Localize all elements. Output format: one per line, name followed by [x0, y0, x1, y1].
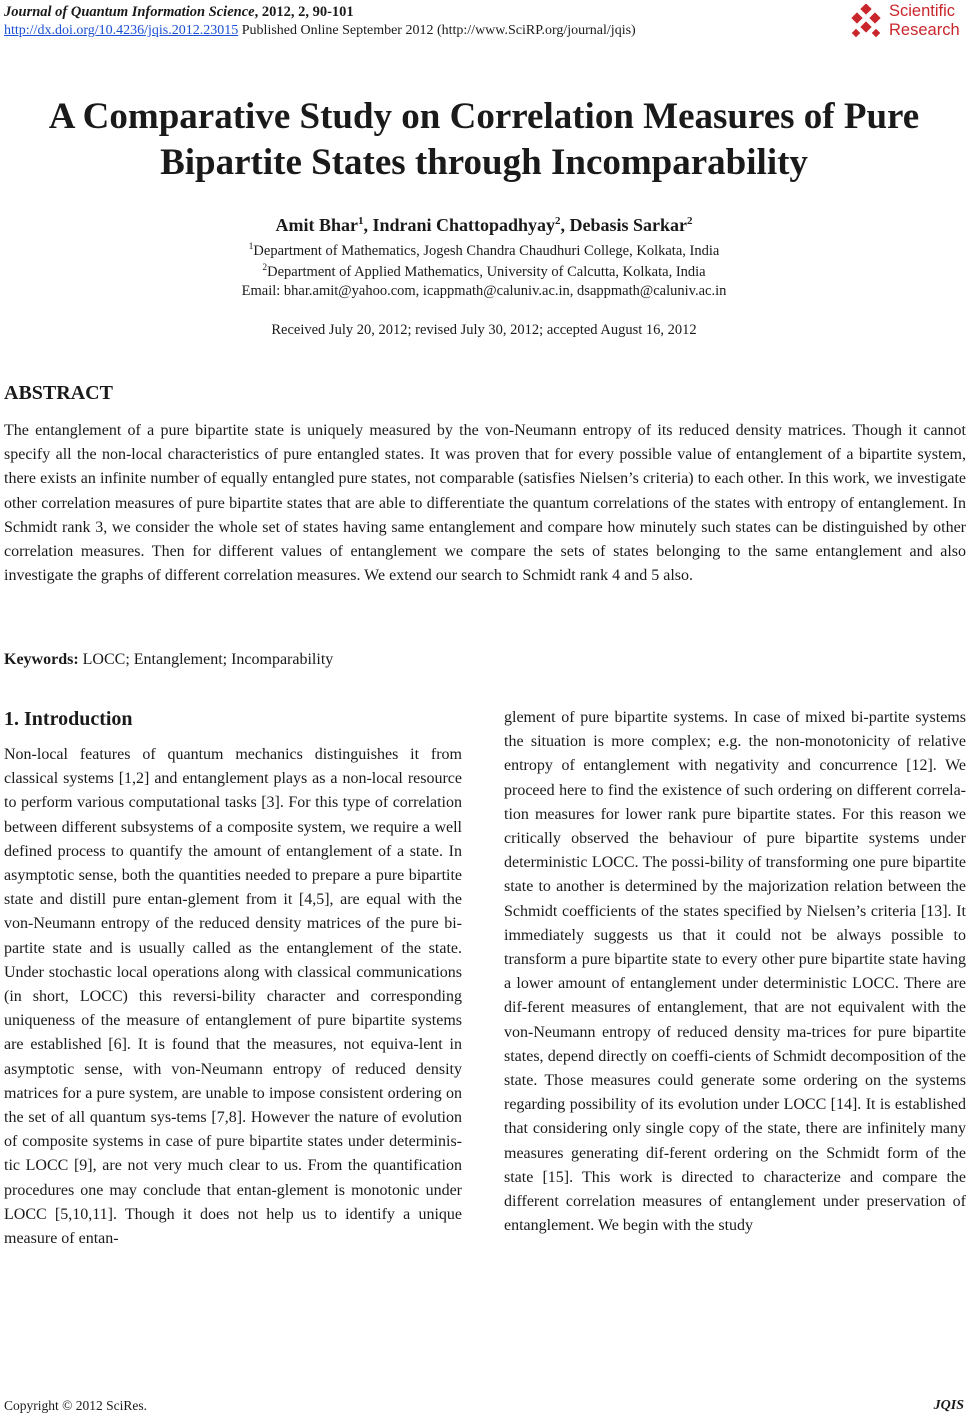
affiliation [0, 258, 968, 282]
doi-link[interactable]: http://dx.doi.org/10.4236/jqis.2012.23015 [4, 23, 239, 38]
abstract-text: The entanglement of a pure bipartite state is uniquely measured by the von-Neumann entropy of its reduced density matrices. Though it cannot specify all the non-local characteristics of pure entangled states. It was proven that for every possible value of entanglement of a bipartite system, there exists an infinite number of equally entangled pure states, not comparable (satisfies Nielsen’s criteria) to each other. In this work, we investigate other correlation measures of pure bipartite states that are able to differentiate the quantum correlations of the states with entropy of entanglement. In Schmidt rank 3, we consider the whole set of states having same entanglement and compare how minutely such states can be distinguished by other correlation measures. Then for different values of entanglement we compare the sets of states belonging to the same entanglement and also investigate the graphs of different correlation measures. We extend our search to Schmidt rank 4 and 5 also. [4, 422, 966, 585]
journal-name: Journal of Quantum Information Science [4, 4, 255, 20]
author-list [0, 209, 968, 237]
affiliation-mark: 2 [262, 263, 268, 273]
author-name: Debasis Sarkar [569, 215, 688, 235]
copyright-notice: Copyright © 2012 SciRes. [4, 1398, 148, 1413]
logo-text-line1: Scientific [889, 2, 956, 20]
intro-left-column: Non-local features of quantum mechanics distinguishes it from classical systems [1,2] and entanglement plays as a non-local resource to perform various computational tasks [3]. For this type of correlation between different subsystems of a composite system, we require a well defined process to quantify the amount of entanglement of a state. In asymptotic sense, both the quantities needed to prepare a pure bipartite state and distill pure entan-glement from it [4,5], are equal with the von-Neumann entropy of the reduced density matrices of the pure bi-partite state and is usually called as the entanglement of the state. Under stochastic local operations along with classical communications (in short, LOCC) this reversi-bility character and corresponding uniqueness of the measure of entanglement of pure bipartite systems are established [6]. It is found that the measures, not equiva-lent in asymptotic sense, with von-Neumann entropy of reduced density matrices for a pure system, are unable to impose consistent ordering on the set of all quantum sys-tems [7,8]. However the nature of evolution of composite systems in case of pure bipartite states under determinis-tic LOCC [9], are not very much clear to us. From the quantification procedures one may conclude that entan-glement is monotonic under LOCC [5,10,11]. Though it does not help us to identify a unique measure of entan- [4, 746, 462, 1248]
affiliation-text: Department of Mathematics, Jogesh Chandra Chaudhuri College, Kolkata, India [253, 242, 720, 259]
paper-title: A Comparative Study on Correlation Measures of Pure Bipartite States through Incomparability [48, 96, 920, 183]
scirp-logo [848, 2, 966, 44]
affiliation-text: Department of Applied Mathematics, University of Calcutta, Kolkata, India [267, 263, 706, 280]
intro-right-column: glement of pure bipartite systems. In case of mixed bi-partite systems the situation is more complex; e.g. the non-monotonicity of relative entropy of entanglement with negativity and concurrence [12]. We proceed here to find the existence of such ordering on different correla-tion measures for lower rank pure bipartite states. For this reason we critically observed the behaviour of pure bipartite systems under deterministic LOCC. The possi-bility of transforming one pure bipartite state to another is determined by the majorization relation between the Schmidt coefficients of the states specified by Nielsen’s criteria [13]. It immediately suggests us that it could not be always possible to transform a pure bipartite state to every other pure bipartite state having a lower amount of entanglement under deterministic LOCC. There are dif-ferent measures of entanglement, that are not equivalent with the von-Neumann entropy of reduced density ma-trices for pure bipartite states, depend directly on coeffi-cients of Schmidt decomposition of the state. Those measures could generate some ordering on the systems regarding possibility of its evolution under LOCC [14]. It is established that considering only single copy of the state, there are infinitely many measures generating dif-ferent ordering on the Schmidt form of the state [15]. This work is directed to characterize and compare the different correlation measures of entanglement under preservation of entanglement. We begin with the study [504, 709, 966, 1235]
author-affiliation-mark: 1 [357, 215, 364, 227]
received-dates: Received July 20, 2012; revised July 30, 2012; accepted August 16, 2012 [271, 322, 697, 338]
author-name: Amit Bhar [275, 215, 358, 235]
keywords-text: LOCC; Entanglement; Incomparability [78, 651, 334, 668]
publication-line [4, 22, 636, 40]
scirp-logo-icon [848, 4, 884, 40]
introduction-heading: 1. Introduction [4, 708, 133, 730]
author-separator: , [560, 215, 570, 235]
author-affiliation-mark: 2 [555, 215, 561, 227]
journal-volume: , 2012, 2, 90-101 [254, 4, 354, 20]
journal-header [4, 3, 354, 21]
keywords [4, 650, 333, 670]
abstract-heading: ABSTRACT [4, 382, 113, 404]
affiliation-mark: 1 [248, 242, 254, 252]
published-online-text: Published Online September 2012 (http://www.SciRP.org/journal/jqis) [238, 23, 636, 38]
author-name: Indrani Chattopadhyay [372, 215, 556, 235]
journal-abbreviation: JQIS [933, 1398, 964, 1413]
logo-text-line2: Research [889, 21, 960, 39]
keywords-label: Keywords: [4, 651, 79, 668]
scirp-logo-text [889, 2, 960, 40]
author-separator: , [363, 215, 373, 235]
author-affiliation-mark: 2 [687, 215, 693, 227]
author-emails: Email: bhar.amit@yahoo.com, icappmath@caluniv.ac.in, dsappmath@caluniv.ac.in [241, 283, 727, 299]
